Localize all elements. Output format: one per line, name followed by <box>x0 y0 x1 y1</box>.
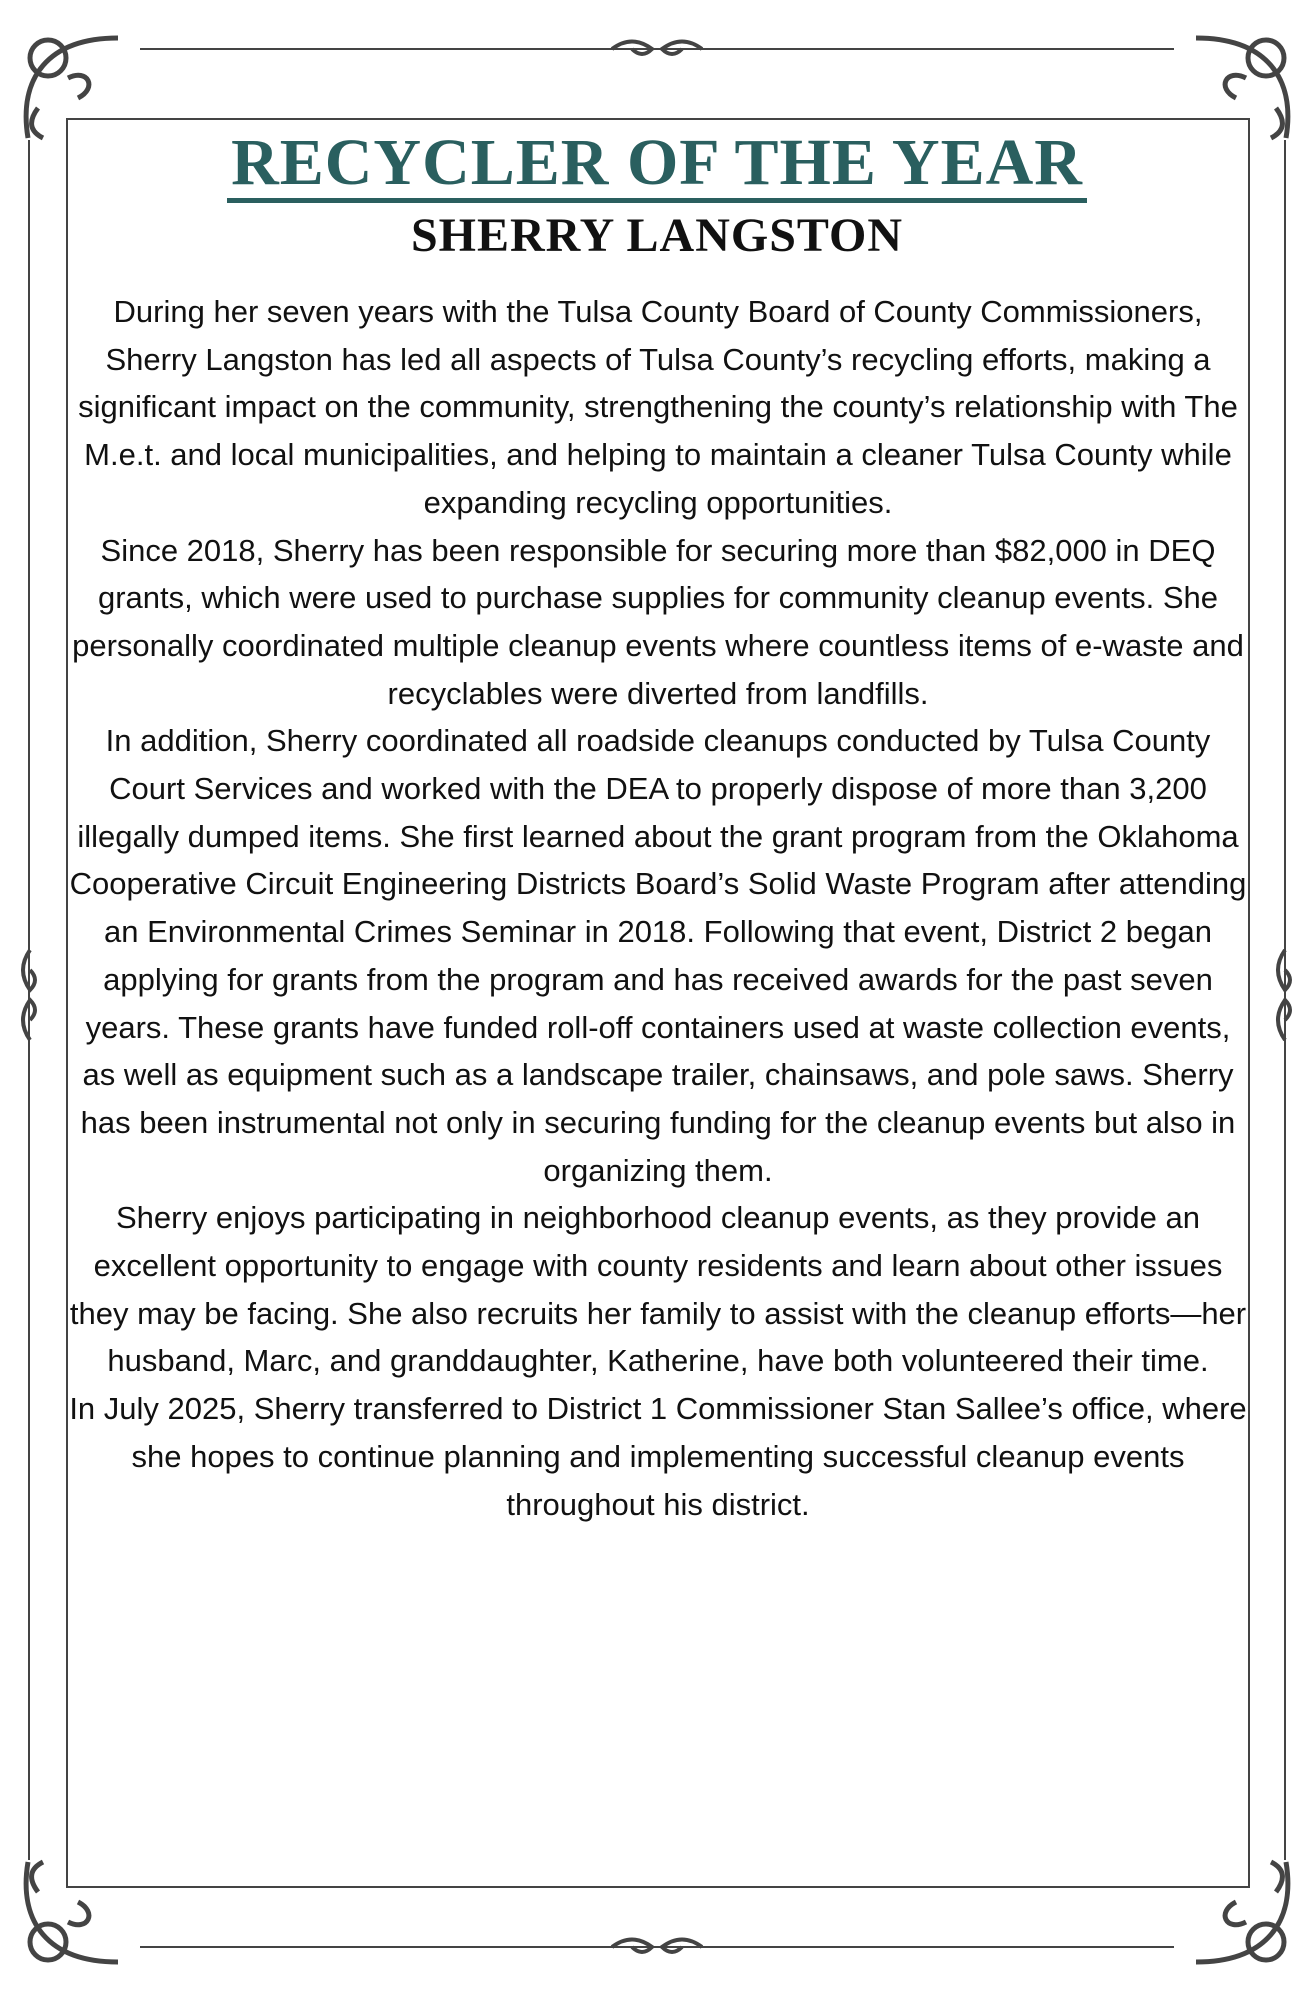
left-center-ornament-icon <box>16 945 44 1045</box>
paragraph: During her seven years with the Tulsa County Board of County Commissioners, Sherry Langston has led all aspects of Tulsa County’s recycling efforts, making a significant impact on the community, strengthening the county’s relationship with The M.e.t. and local municipalities, and helping to maintain a cleaner Tulsa County while expanding recycling opportunities. <box>78 294 1238 520</box>
paragraph: Since 2018, Sherry has been responsible for securing more than $82,000 in DEQ grants, which were used to purchase supplies for community cleanup events. She personally coordinated multiple cleanup events where countless items of e-waste and recyclables were diverted from landfills. <box>72 532 1244 711</box>
body-text <box>68 288 1248 1528</box>
paragraph: In addition, Sherry coordinated all roadside cleanups conducted by Tulsa County Court Services and worked with the DEA to properly dispose of more than 3,200 illegally dumped items. She first learned about the grant program from the Oklahoma Cooperative Circuit Engineering Districts Board’s Solid Waste Program after attending an Environmental Crimes Seminar in 2018. Following that event, District 2 began applying for grants from the program and has received awards for the past seven years. These grants have funded roll-off containers used at waste collection events, as well as equipment such as a landscape trailer, chainsaws, and pole saws. Sherry has been instrumental not only in securing funding for the cleanup events but also in organizing them. <box>69 723 1247 1188</box>
paragraph: Sherry enjoys participating in neighborhood cleanup events, as they provide an excellent opportunity to engage with county residents and learn about other issues they may be facing. She also recruits her family to assist with the cleanup efforts—her husband, Marc, and granddaughter, Katherine, have both volunteered their time. <box>69 1200 1247 1379</box>
bottom-center-ornament-icon <box>607 1932 707 1962</box>
paragraph: In July 2025, Sherry transferred to District 1 Commissioner Stan Sallee’s office, where she hopes to continue planning and implementing successful cleanup events throughout his district. <box>69 1391 1247 1522</box>
page-title <box>0 128 1314 203</box>
corner-ornament-icon <box>8 1842 148 1982</box>
title-text: RECYCLER OF THE YEAR <box>227 128 1087 203</box>
top-center-ornament-icon <box>607 34 707 64</box>
honoree-name: SHERRY LANGSTON <box>410 209 904 262</box>
right-center-ornament-icon <box>1271 945 1299 1045</box>
corner-ornament-icon <box>1166 1842 1306 1982</box>
